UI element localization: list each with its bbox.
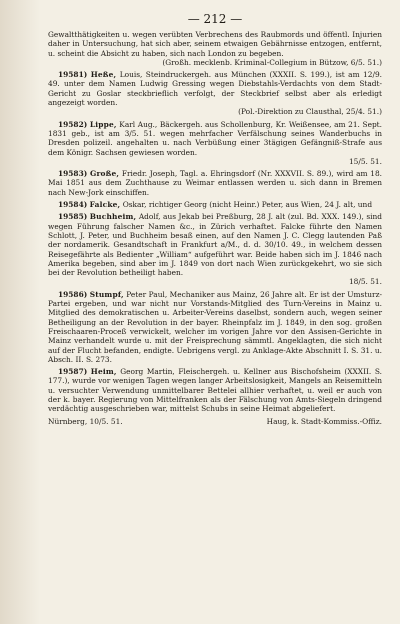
entry-number: 19586)	[58, 289, 88, 299]
entry-text: Adolf, aus Jekab bei Preßburg, 28 J. alt (zul. Bd. XXX. 149.), sind wegen Führung falscher Namen &c., in Zürich verhaftet. Falcke führte den Namen Schlott, J. Peter, und Buchheim besaß einen, auf den Namen J. C. Clegg lautenden Paß der nordamerik. Gesandtschaft in Frankfurt a/M., d. d. 30/10. 49., in welchem dessen Reisegefährte als Bedienter „William“ aufgeführt war. Beide haben sich im J. 1846 nach Amerika begeben, sind aber im J. 1849 von dort nach Wien zurückgekehrt, wo sie sich bei der Revolution betheiligt haben.	[48, 212, 382, 278]
entry-name: Stumpf,	[89, 289, 124, 299]
entry-name: Lippe,	[89, 119, 117, 129]
entry-number: 19587)	[58, 367, 88, 377]
footer-place-date: Nürnberg, 10/5. 51.	[48, 416, 123, 426]
entry-signature: 15/5. 51.	[348, 156, 382, 166]
entry-name: Heim,	[90, 367, 117, 377]
entry-name: Buchheim,	[89, 212, 137, 222]
list-item	[48, 290, 382, 364]
entry-signature: (Großh. mecklenb. Kriminal-Collegium in Bützow, 6/5. 51.)	[162, 57, 382, 67]
entry-name: Heße,	[90, 70, 117, 80]
entry-number: 19581)	[58, 70, 88, 80]
list-item	[48, 30, 382, 67]
entry-footer	[48, 417, 382, 426]
page-number: — 212 —	[187, 12, 243, 26]
page-edge-shadow	[0, 0, 40, 624]
list-item	[48, 169, 382, 197]
list-item	[48, 367, 382, 413]
entry-text: Peter Paul, Mechaniker aus Mainz, 26 Jahre alt. Er ist der Umsturz-Partei ergeben, und war nicht nur Vorstands-Mitglied des Turn-Vereins in Mainz u. Mitglied des demokratischen u. Arbeiter-Vereins daselbst, sondern auch, wegen seiner Betheiligung an der Revolution in der bayer. Rheinpfalz im J. 1849, in den sog. großen Freischaaren-Proceß verwickelt, welcher im vorigen Jahre vor den Assisen-Gerichte in Mainz verhandelt wurde u. mit der Freisprechung sämmtl. Angeklagten, die sich nicht auf der Flucht befanden, endigte. Uebrigens vergl. zu Anklage-Akte Abschnitt I. S. 31. u. Absch. II. S. 273.	[48, 289, 382, 364]
entry-text: Karl Aug., Bäckergeh. aus Schollenburg, Kr. Weißensee, am 21. Sept. 1831 geb., ist am 3/5. 51. wegen mehrfacher Verfälschung seines Wanderbuchs in Dresden polizeil. angehalten u. nach Verbüßung einer 3tägigen Gefängniß-Strafe aus dem Königr. Sachsen gewiesen worden.	[48, 119, 383, 157]
entry-signature: 18/5. 51.	[348, 277, 382, 287]
entry-text: Georg Martin, Fleischergeh. u. Kellner aus Bischofsheim (XXXII. S. 177.), wurde vor wenigen Tagen wegen langer Arbeitslosigkeit, Mangels an Reisemitteln u. versuchter Verwendung unmittelbarer Bettelei allhier verhaftet, u. weil er auch von der k. bayer. Regierung von Mittelfranken als der Fälschung von Amts-Siegeln dringend verdächtig ausgeschrieben war, mittelst Schubs in seine Heimat abgeliefert.	[48, 367, 382, 414]
entry-text: Oskar, richtiger Georg (nicht Heinr.) Peter, aus Wien, 24 J. alt, und	[122, 200, 373, 210]
list-item	[48, 70, 382, 116]
list-item	[48, 120, 382, 166]
entry-number: 19584)	[58, 200, 88, 210]
entry-text: Louis, Steindruckergeh. aus München (XXXII. S. 199.), ist am 12/9. 49. unter dem Namen Ludwig Gressing wegen Diebstahls-Verdachts von dem Stadt-Gericht zu Goslar steckbrieflich verfolgt, der Steckbrief selbst aber als erledigt angezeigt worden.	[48, 70, 382, 108]
entry-number: 19582)	[58, 119, 88, 129]
entry-name: Große,	[89, 169, 120, 179]
footer-authority: Haug, k. Stadt-Kommiss.-Offiz.	[266, 416, 382, 426]
list-item	[48, 212, 382, 286]
entry-name: Falcke,	[89, 200, 121, 210]
list-item	[48, 200, 382, 209]
entry-text: Gewaltthätigkeiten u. wegen verübten Verbrechens des Raubmords und öffentl. Injurien daher in Untersuchung, hat sich aber, seinem etwaigen Gebährnisse entzogen, entfernt, u. scheint die Absicht zu haben, sich nach London zu begeben.	[48, 30, 382, 58]
entry-text: Friedr. Joseph, Tagl. a. Ehringsdorf (Nr. XXXVII. S. 89.), wird am 18. Mai 1851 aus dem Zuchthause zu Weimar entlassen werden u. sich dann in Bremen nach New-Jork einschiffen.	[48, 169, 382, 197]
entry-number: 19585)	[58, 212, 88, 222]
entry-number: 19583)	[58, 169, 88, 179]
entry-signature: (Pol.-Direktion zu Clausthal, 25/4. 51.)	[238, 107, 382, 117]
